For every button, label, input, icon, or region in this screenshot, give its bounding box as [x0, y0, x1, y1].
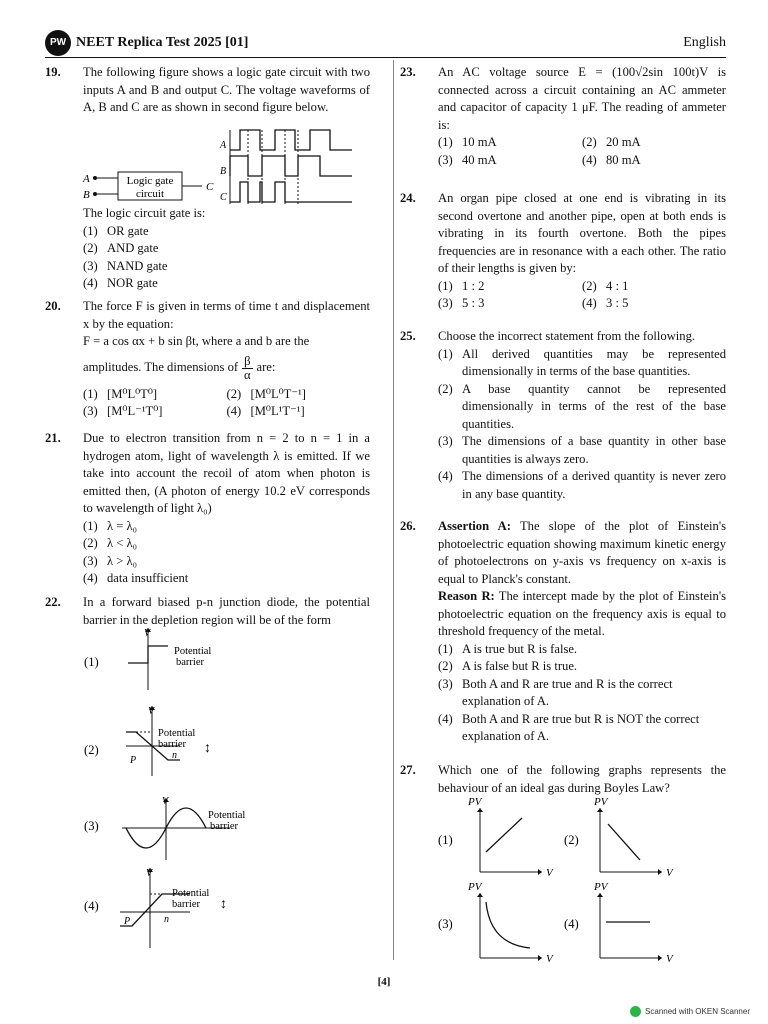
option[interactable] — [83, 403, 227, 421]
y-axis-label: PV — [594, 796, 608, 808]
question-text: The force F is given in terms of time t and displacement x by the equation: — [83, 299, 370, 331]
question-number: 23. — [400, 65, 416, 79]
options-grid — [438, 278, 726, 313]
option[interactable] — [438, 658, 726, 676]
question-equation: F = a cos αx + b sin βt, where a and b are the — [83, 334, 310, 348]
option-text: 5 : 3 — [462, 296, 485, 310]
fraction-denominator: α — [243, 367, 251, 382]
double-arrow-icon: ↕ — [220, 897, 227, 912]
option-number: (1) — [83, 386, 98, 401]
option-number: (3) — [438, 296, 453, 310]
option[interactable] — [438, 381, 726, 434]
option-number: (4) — [438, 469, 453, 483]
column-divider — [393, 60, 394, 960]
potential-label: Potential — [158, 728, 196, 739]
option-text: NOR gate — [107, 276, 158, 290]
option[interactable] — [438, 295, 582, 313]
option-1-graph[interactable] — [438, 796, 554, 879]
option-number: (4) — [582, 152, 597, 167]
option[interactable] — [438, 433, 726, 468]
wave-c-label: C — [220, 192, 227, 203]
option[interactable] — [83, 240, 370, 258]
fraction — [242, 355, 252, 382]
potential-label: Potential — [174, 646, 212, 657]
option[interactable] — [83, 553, 370, 571]
n-label: n — [172, 750, 177, 761]
option-text: 3 : 5 — [606, 296, 629, 310]
option-number: (3) — [438, 676, 453, 691]
option-text: 20 mA — [606, 135, 641, 149]
y-axis-label: PV — [468, 796, 482, 808]
option-number: (2) — [83, 536, 98, 550]
option-number: (2) — [582, 278, 597, 293]
option-number: (4) — [564, 917, 579, 931]
option-number: (3) — [83, 553, 98, 568]
barrier-label: barrier — [172, 899, 200, 910]
option-text: A base quantity cannot be represented dimensionally in terms of the rest of the base quantities. — [462, 381, 726, 431]
option[interactable] — [438, 346, 726, 381]
y-axis-label: PV — [468, 881, 482, 893]
question-19-options — [83, 205, 370, 293]
logic-gate-figure — [80, 128, 370, 208]
question-23 — [400, 64, 726, 169]
reason-label: Reason R: — [438, 589, 495, 603]
x-axis-label: V — [546, 953, 553, 965]
text-part: are: — [256, 360, 276, 375]
option-text: λ = λ₀ — [107, 518, 138, 533]
option-number: (3) — [438, 152, 453, 167]
barrier-label: barrier — [210, 821, 238, 832]
question-text-fraction — [83, 355, 370, 382]
option[interactable] — [83, 258, 370, 276]
barrier-label: barrier — [176, 657, 204, 668]
option-2-graph[interactable] — [564, 796, 674, 879]
question-number: 27. — [400, 763, 416, 777]
option[interactable] — [438, 152, 582, 170]
option-text: NAND gate — [107, 258, 168, 273]
n-label: n — [164, 914, 169, 925]
option-number: (3) — [84, 819, 99, 833]
question-number: 20. — [45, 299, 61, 313]
question-22 — [45, 594, 370, 629]
option[interactable] — [227, 403, 371, 421]
option[interactable] — [438, 134, 582, 152]
option-text: The dimensions of a derived quantity is never zero in any base quantity. — [462, 469, 726, 501]
option[interactable] — [582, 278, 726, 296]
question-text: An organ pipe closed at one end is vibrating in its second overtone and another pipe, open at both ends is vibrating in its fourth overtone. Both the pipes frequencies are in resonance with a each other. The ratio of their lengths is given by: — [438, 191, 726, 275]
option-text: [M⁰L¹T⁻¹] — [250, 404, 305, 418]
option[interactable] — [83, 518, 370, 536]
question-20 — [45, 298, 370, 421]
page-header — [0, 0, 768, 58]
option-number: (2) — [84, 743, 99, 757]
option-text: 4 : 1 — [606, 278, 629, 293]
question-text: The following figure shows a logic gate circuit with two inputs A and B and output C. The voltage waveforms of A, B and C are as shown in second figure below. — [83, 65, 370, 114]
box-label-1: Logic gate — [126, 175, 174, 187]
option-1-graph[interactable] — [84, 628, 211, 690]
boyles-law-graphs — [436, 796, 726, 971]
reason — [438, 588, 726, 641]
option-number: (3) — [83, 404, 98, 418]
option-4-graph[interactable] — [564, 881, 674, 965]
output-c-label: C — [206, 181, 214, 193]
option-number: (4) — [582, 296, 597, 310]
axis-v-label: V — [162, 796, 169, 807]
wave-a-label: A — [220, 140, 227, 151]
option-number: (4) — [438, 711, 453, 726]
assertion-label: Assertion A: — [438, 519, 511, 533]
language-label: English — [683, 35, 726, 50]
option-text: AND gate — [107, 241, 159, 255]
option-number: (2) — [582, 135, 597, 149]
question-19 — [45, 64, 370, 117]
option[interactable] — [438, 641, 726, 659]
option[interactable] — [227, 386, 371, 404]
option[interactable] — [83, 386, 227, 404]
potential-label: Potential — [208, 810, 246, 821]
option-text: 80 mA — [606, 152, 641, 167]
option-text: 40 mA — [462, 152, 497, 167]
option-number: (2) — [438, 381, 453, 396]
option[interactable] — [438, 711, 726, 746]
option-text: 10 mA — [462, 135, 497, 149]
input-b-label: B — [83, 189, 90, 201]
option[interactable] — [83, 535, 370, 553]
scanner-logo-icon — [630, 1006, 641, 1017]
option-text: data insufficient — [107, 571, 189, 585]
option-text: [M⁰L⁰T⁰] — [107, 386, 158, 401]
x-axis-label: V — [546, 867, 553, 879]
box-label-2: circuit — [135, 188, 165, 200]
option[interactable] — [438, 278, 582, 296]
option-text: Both A and R are true and R is the correct explanation of A. — [462, 676, 673, 708]
option-text: [M⁰L⁻¹T⁰] — [107, 404, 163, 418]
option-text: λ < λ₀ — [107, 536, 138, 550]
option-number: (2) — [226, 386, 242, 401]
assertion — [438, 518, 726, 588]
question-21 — [45, 430, 370, 588]
question-number: 22. — [45, 595, 61, 609]
option[interactable] — [83, 275, 370, 293]
option-text: Both A and R are true but R is NOT the correct explanation of A. — [462, 711, 700, 743]
option-text: 1 : 2 — [462, 278, 485, 293]
option[interactable] — [83, 570, 370, 588]
question-number: 24. — [400, 191, 416, 205]
question-text: An AC voltage source E = (100√2sin 100t)V is connected across a circuit containing an AC ammeter and capacitor of capacity 1 μF. The reading of ammeter is: — [438, 65, 726, 132]
question-prompt: The logic circuit gate is: — [83, 206, 206, 220]
option-text: OR gate — [107, 223, 149, 238]
option-text: [M⁰L⁰T⁻¹] — [250, 386, 306, 401]
text-part: amplitudes. The dimensions of — [83, 360, 239, 375]
options-grid — [83, 386, 370, 421]
option[interactable] — [582, 134, 726, 152]
axis-v-label: V — [148, 706, 155, 717]
y-axis-label: PV — [594, 881, 608, 893]
barrier-label: barrier — [158, 739, 186, 750]
option-number: (1) — [83, 518, 98, 533]
option[interactable] — [438, 676, 726, 711]
x-axis-label: V — [666, 867, 673, 879]
p-label: P — [124, 916, 131, 927]
question-text: Due to electron transition from n = 2 to n = 1 in a hydrogen atom, light of wavelength λ is emitted. If we take into account the recoil of atom when photon is emitted then, (A photon of energy 10.2 eV corresponds to wavelength of light λ₀) — [83, 431, 370, 515]
p-label: P — [130, 755, 137, 766]
scanner-watermark — [630, 1006, 750, 1017]
question-text: Which one of the following graphs represents the behaviour of an ideal gas during Boyles Law? — [438, 763, 726, 795]
option[interactable] — [582, 295, 726, 313]
option[interactable] — [582, 152, 726, 170]
option-3-graph[interactable] — [438, 881, 554, 965]
question-number: 26. — [400, 519, 416, 533]
option-number: (3) — [438, 917, 453, 931]
option-3-graph[interactable] — [84, 796, 245, 860]
option-number: (1) — [438, 346, 453, 361]
question-25 — [400, 328, 726, 503]
option-number: (3) — [83, 258, 98, 273]
question-26 — [400, 518, 727, 746]
page-number: [4] — [377, 976, 391, 988]
option-text: All derived quantities may be represented dimensionally in terms of the base quantities. — [462, 346, 726, 378]
input-a-label: A — [83, 173, 90, 185]
potential-label: Potential — [172, 888, 210, 899]
reason-text: The intercept made by the plot of Einstein's photoelectric equation on the frequency axis is equal to threshold frequency of the metal. — [438, 589, 727, 638]
assertion-text: The slope of the plot of Einstein's photoelectric equation showing maximum kinetic energy of photoelectrons on y-axis vs frequency on x-axis is equal to Planck's constant. — [438, 519, 727, 586]
question-text: In a forward biased p-n junction diode, the potential barrier in the depletion region will be of the form — [83, 595, 370, 627]
option[interactable] — [83, 223, 370, 241]
x-axis-label: V — [666, 953, 673, 965]
option-number: (1) — [84, 655, 99, 669]
option-4-graph[interactable] — [84, 868, 227, 948]
question-number: 25. — [400, 329, 416, 343]
option-number: (4) — [83, 276, 98, 290]
question-24 — [400, 190, 726, 313]
option-number: (1) — [438, 641, 453, 656]
option-number: (1) — [438, 833, 453, 847]
header-divider — [45, 57, 726, 58]
option-number: (3) — [438, 434, 453, 448]
option-number: (4) — [84, 899, 99, 913]
question-27 — [400, 762, 726, 797]
option-number: (2) — [438, 659, 453, 673]
option-text: λ > λ₀ — [107, 553, 138, 568]
option-text: A is false but R is true. — [462, 659, 578, 673]
option-number: (1) — [438, 278, 453, 293]
options-grid — [438, 134, 726, 169]
option-number: (2) — [564, 833, 579, 847]
wave-b-label: B — [220, 166, 227, 177]
option-number: (1) — [438, 135, 453, 149]
diode-barrier-figures — [80, 628, 340, 958]
option-number: (2) — [83, 241, 98, 255]
test-title: NEET Replica Test 2025 [01] — [76, 35, 249, 50]
question-text: Choose the incorrect statement from the following. — [438, 329, 696, 343]
option-number: (4) — [226, 404, 242, 418]
fraction-numerator: β — [244, 353, 251, 368]
option-2-graph[interactable] — [84, 706, 211, 776]
axis-v-label: V — [144, 628, 151, 639]
option-number: (4) — [83, 571, 98, 585]
option[interactable] — [438, 468, 726, 503]
option-text: The dimensions of a base quantity in other base quantities is always zero. — [462, 434, 726, 466]
option-text: A is true but R is false. — [462, 641, 578, 656]
option-number: (1) — [83, 223, 98, 238]
scanner-text: Scanned with OKEN Scanner — [645, 1007, 750, 1016]
axis-v-label: V — [146, 868, 153, 879]
question-number: 19. — [45, 65, 61, 79]
pw-logo: PW — [45, 30, 71, 56]
double-arrow-icon: ↕ — [204, 741, 211, 756]
question-number: 21. — [45, 431, 61, 445]
